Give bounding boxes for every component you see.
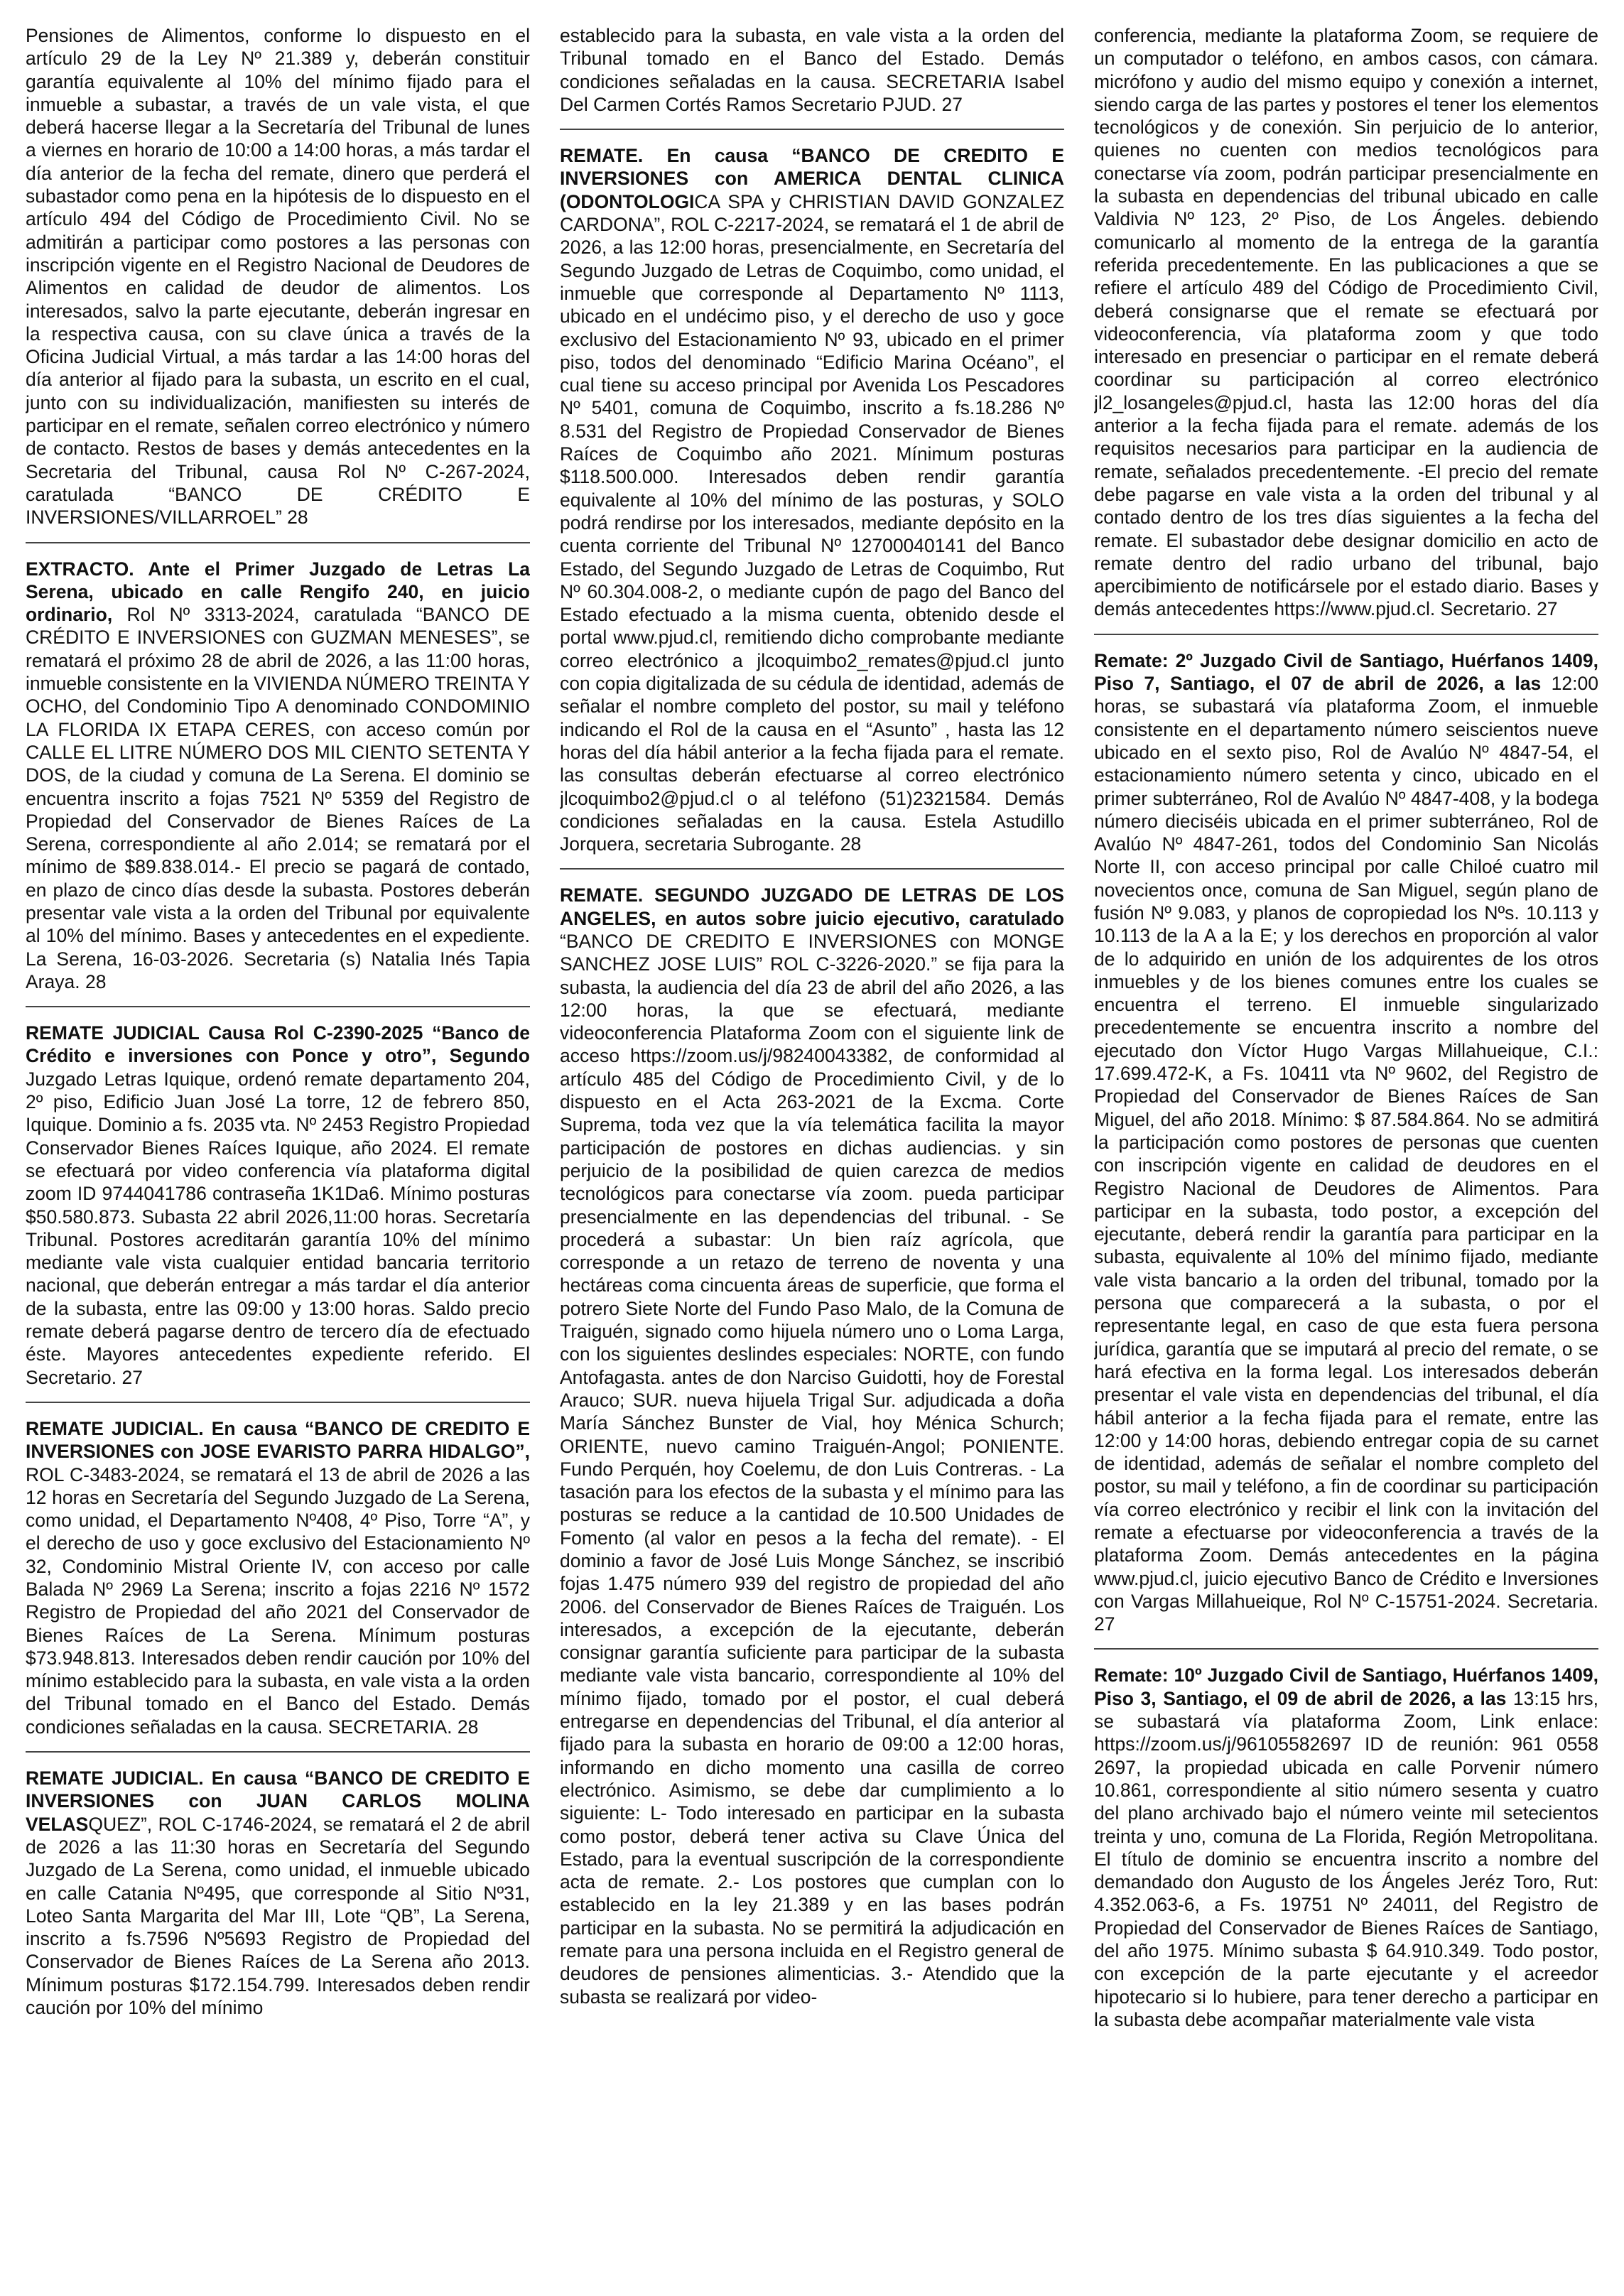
legal-notice <box>560 144 1064 855</box>
notice-heading: EXTRACTO. Ante el Primer Juzgado de Letras La Serena, ubicado en calle Rengifo 240, en juicio ordinario, <box>26 558 530 626</box>
notice-body: Juzgado Letras Iquique, ordenó remate departamento 204, 2º piso, Edificio Juan José La torre, 12 de febrero 850, Iquique. Dominio a fs. 2035 vta. Nº 2453 Registro Propiedad Conservador Bienes Raíces Iquique, año 2024. El remate se efectuará por video conferencia vía plataforma digital zoom ID 9744041786 contraseña 1K1Da6. Mínimo posturas $50.580.873. Subasta 22 abril 2026,11:00 horas. Secretaría Tribunal. Postores acreditarán garantía 10% del mínimo mediante vale vista cualquier entidad bancaria territorio nacional, que deberán entregar a más tardar el día anterior de la subasta, entre las 09:00 y 13:00 horas. Saldo precio remate deberá pagarse dentro de tercero día de efectuado éste. Mayores antecedentes expediente referido. El Secretario. 27 <box>26 1068 530 1388</box>
notice-body: QUEZ”, ROL C-1746-2024, se rematará el 2 de abril de 2026 a las 11:30 horas en Secretaría del Segundo Juzgado de La Serena, como unidad, el inmueble ubicado en calle Catania Nº495, que corresponde al Sitio Nº31, Loteo Santa Margarita del Mar III, Lote “QB”, La Serena, inscrito a fs.7596 Nº5693 Registro de Propiedad del Conservador de Bienes Raíces de La Serena año 2013. Mínimum posturas $172.154.799. Interesados deben rendir caución por 10% del mínimo <box>26 1813 530 2019</box>
notice-body: “BANCO DE CREDITO E INVERSIONES con MONGE SANCHEZ JOSE LUIS” ROL C-3226-2020.” se fija para la subasta, la audiencia del día 23 de abril del año 2026, a las 12:00 horas, la que se efectuará, mediante videoconferencia Plataforma Zoom con el siguiente link de acceso https://zoom.us/j/98240043382, de conformidad al artículo 485 del Código de Procedimiento Civil, y de lo dispuesto en el Acta 263-2021 de la Excma. Corte Suprema, toda vez que la vía telemática facilita la mayor participación de postores en dichas audiencias. y sin perjuicio de la posibilidad de quien carezca de medios tecnológicos para conectarse vía zoom. pueda participar presencialmente en las dependencias del tribunal. - Se procederá a subastar: Un bien raíz agrícola, que corresponde a un retazo de terreno de noventa y una hectáreas coma cincuenta áreas de superficie, que forma el potrero Siete Norte del Fundo Paso Malo, de la Comuna de Traiguén, signado como hijuela número uno o Loma Larga, con los siguientes deslindes especiales: NORTE, con fundo Antofagasta. antes de don Narciso Guidotti, hoy de Forestal Arauco; SUR. nueva hijuela Trigal Sur. adjudicada a doña María Sánchez Bunster de Vial, hoy Ménica Schurch; ORIENTE, nuevo camino Traiguén-Angol; PONIENTE. Fundo Perquén, hoy Coelemu, de don Luis Contreras. - La tasación para los efectos de la subasta y el mínimo para las posturas se reduce a la cantidad de 10.500 Unidades de Fomento (al valor en pesos a la fecha del remate). - El dominio a favor de José Luis Monge Sánchez, se inscribió fojas 1.475 número 939 del registro de propiedad del año 2006. del Conservador de Bienes Raíces de Traiguén. Los interesados, a excepción de la ejecutante, deberán consignar garantía suficiente para participar de la subasta mediante vale vista bancario, correspondiente al 10% del mínimo fijado, tomado por el postor, el cual deberá entregarse en dependencias del Tribunal, el día anterior al fijado para la subasta en horario de 09:00 a 12:00 horas, informando en dicho momento una casilla de correo electrónico. Asimismo, se debe dar cumplimiento a lo siguiente: L- Todo interesado en participar en la subasta como postor, deberá tener activa su Clave Única del Estado, para la eventual suscripción de la correspondiente acta de remate. 2.- Los postores que cumplan con lo establecido en la ley 21.389 y en las bases podrán participar en la subasta. No se permitirá la adjudicación en remate para una persona incluida en el Registro general de deudores de pensiones alimenticias. 3.- Atendido que la subasta se realizará por video- <box>560 930 1064 2008</box>
notice-divider <box>26 1751 530 1753</box>
notice-divider <box>560 868 1064 870</box>
legal-notice <box>26 1417 530 1738</box>
legal-notice <box>560 24 1064 116</box>
notice-divider <box>560 129 1064 130</box>
notice-body: 12:00 horas, se subastará vía plataforma Zoom, el inmueble consistente en el departamento número seiscientos nueve ubicado en el sexto piso, Rol de Avalúo Nº 4847-54, el estacionamiento número setenta y cinco, ubicado en el primer subterráneo, Rol de Avalúo Nº 4847-408, y la bodega número dieciséis ubicada en el primer subterráneo, Rol de Avalúo Nº 4847-261, todos del Condominio San Nicolás Norte II, con acceso principal por calle Chiloé cuatro mil novecientos once, comuna de San Miguel, según plano de fusión Nº 9.083, y planos de copropiedad los Nºs. 10.113 y 10.113 de la A a la E; y los derechos en proporción al valor de lo adquirido en unión de los adquirentes de los otros inmuebles y de los bienes comunes entre los cuales se encuentra el terreno. El inmueble singularizado precedentemente se encuentra inscrito a nombre del ejecutado don Víctor Hugo Vargas Millahueique, C.I.: 17.699.472-K, a Fs. 10411 vta Nº 9602, del Registro de Propiedad del Conservador de Bienes Raíces de San Miguel, del año 2018. Mínimo: $ 87.584.864. No se admitirá la participación como postores de personas que cuenten con inscripción vigente en calidad de deudores en el Registro Nacional de Deudores de Alimentos. Para participar en la subasta, todo postor, a excepción del ejecutante, deberá rendir la garantía para participar en la subasta, equivalente al 10% del mínimo fijado, mediante vale vista bancario a la orden del tribunal, tomado por la persona que comparecerá a la subasta, o por el representante legal, en caso de que esta fuera persona jurídica, garantía que se imputará al precio del remate, o se hará efectiva en la forma legal. Los interesados deberán presentar el vale vista en dependencias del tribunal, el día hábil anterior a la fecha fijada para el remate, entre las 12:00 y 14:00 horas, debiendo entregar copia de su carnet de identidad, además de señalar el nombre completo del postor, su mail y teléfono, a fin de coordinar su participación vía correo electrónico y recibir el link con la invitación del remate a efectuarse por videoconferencia a través de la plataforma Zoom. Demás antecedentes en la página www.pjud.cl, juicio ejecutivo Banco de Crédito e Inversiones con Vargas Millahueique, Rol Nº C-15751-2024. Secretaria. 27 <box>1094 673 1598 1635</box>
legal-notice <box>560 884 1064 2008</box>
notice-divider <box>26 1402 530 1403</box>
notice-body: establecido para la subasta, en vale vista a la orden del Tribunal tomado en el Banco del Estado. Demás condiciones señaladas en la causa. SECRETARIA Isabel Del Carmen Cortés Ramos Secretario PJUD. 27 <box>560 25 1064 115</box>
notice-divider <box>1094 634 1598 635</box>
legal-notice <box>26 24 530 529</box>
notice-body: ROL C-3483-2024, se rematará el 13 de abril de 2026 a las 12 horas en Secretaría del Segundo Juzgado de La Serena, como unidad, el Departamento Nº408, 4º Piso, Torre “A”, y el derecho de uso y goce exclusivo del Estacionamiento Nº 32, Condominio Mistral Oriente IV, con acceso por calle Balada Nº 2969 La Serena; inscrito a fojas 2216 Nº 1572 Registro de Propiedad del año 2021 del Conservador de Bienes Raíces de La Serena. Mínimum posturas $73.948.813. Interesados deben rendir caución por 10% del mínimo establecido para la subasta, en vale vista a la orden del Tribunal tomado en el Banco del Estado. Demás condiciones señaladas en la causa. SECRETARIA. 28 <box>26 1463 530 1738</box>
notice-heading: REMATE JUDICIAL. En causa “BANCO DE CREDITO E INVERSIONES con JOSE EVARISTO PARRA HIDALGO”, <box>26 1417 530 1463</box>
legal-notice <box>26 558 530 994</box>
column-2 <box>560 24 1064 2276</box>
column-1 <box>26 24 530 2276</box>
notice-divider <box>26 542 530 543</box>
notice-body: Rol Nº 3313-2024, caratulada “BANCO DE CRÉDITO E INVERSIONES con GUZMAN MENESES”, se rematará el próximo 28 de abril de 2026, a las 11:00 horas, inmueble consistente en la VIVIENDA NÚMERO TREINTA Y OCHO, del Condominio Tipo A denominado CONDOMINIO LA FLORIDA IX ETAPA CERES, con acceso común por CALLE EL LITRE NÚMERO DOS MIL CIENTO SETENTA Y DOS, de la ciudad y comuna de La Serena. El dominio se encuentra inscrito a fojas 7521 Nº 5359 del Registro de Propiedad del Conservador de Bienes Raíces de La Serena, correspondiente al año 2.014; se rematará por el mínimo de $89.838.014.- El precio se pagará de contado, en plazo de cinco días desde la subasta. Postores deberán presentar vale vista a la orden del Tribunal por equivalente al 10% del mínimo. Bases y antecedentes en el expediente. La Serena, 16-03-2026. Secretaria (s) Natalia Inés Tapia Araya. 28 <box>26 604 530 992</box>
legal-notice <box>1094 24 1598 621</box>
legal-notice <box>1094 649 1598 1636</box>
legal-notice <box>26 1767 530 2019</box>
notice-heading: REMATE JUDICIAL. En causa “BANCO DE CREDITO E INVERSIONES con JUAN CARLOS MOLINA VELAS <box>26 1767 530 1835</box>
column-3 <box>1094 24 1598 2276</box>
notice-heading: REMATE. SEGUNDO JUZGADO DE LETRAS DE LOS ANGELES, en autos sobre juicio ejecutivo, caratulado <box>560 884 1064 929</box>
newspaper-page <box>26 24 1598 2276</box>
notice-heading: REMATE. En causa “BANCO DE CREDITO E INVERSIONES con AMERICA DENTAL CLINICA (ODONTOLOGI <box>560 145 1064 212</box>
legal-notice <box>1094 1664 1598 2031</box>
notice-heading: Remate: 2º Juzgado Civil de Santiago, Huérfanos 1409, Piso 7, Santiago, el 07 de abril de 2026, a las <box>1094 649 1598 695</box>
notice-heading: Remate: 10º Juzgado Civil de Santiago, Huérfanos 1409, Piso 3, Santiago, el 09 de abril de 2026, a las <box>1094 1664 1598 1709</box>
notice-body: CA SPA y CHRISTIAN DAVID GONZALEZ CARDONA”, ROL C-2217-2024, se rematará el 1 de abril de 2026, a las 12:00 horas, presencialmente, en Secretaría del Segundo Juzgado de Letras de Coquimbo, como unidad, el inmueble que corresponde al Departamento Nº 1113, ubicado en el undécimo piso, y el derecho de uso y goce exclusivo del Estacionamiento Nº 93, ubicado en el primer piso, todos del denominado “Edificio Marina Océano”, el cual tiene su acceso principal por Avenida Los Pescadores Nº 5401, comuna de Coquimbo, inscrito a fs.18.286 Nº 8.531 del Registro de Propiedad Conservador de Bienes Raíces de Coquimbo año 2021. Mínimum posturas $118.500.000. Interesados deben rendir garantía equivalente al 10% del mínimo de las posturas, y SOLO podrá rendirse por los interesados, mediante depósito en la cuenta corriente del Tribunal Nº 12700040141 del Banco Estado, del Segundo Juzgado de Letras de Coquimbo, Rut Nº 60.304.008-2, o mediante cupón de pago del Banco del Estado efectuado a la misma cuenta, obtenido desde el portal www.pjud.cl, remitiendo dicho comprobante mediante correo electrónico a jlcoquimbo2_remates@pjud.cl junto con copia digitalizada de su cédula de identidad, además de señalar el nombre completo del postor, su mail y teléfono indicando el Rol de la causa en el “Asunto” , hasta las 12 horas del día hábil anterior a la fecha fijada para el remate. las consultas deberán efectuarse al correo electrónico jlcoquimbo2@pjud.cl o al teléfono (51)2321584. Demás condiciones señaladas en la causa. Estela Astudillo Jorquera, secretaria Subrogante. 28 <box>560 190 1064 855</box>
legal-notice <box>26 1022 530 1389</box>
notice-body: 13:15 hrs, se subastará vía plataforma Zoom, Link enlace: https://zoom.us/j/96105582697 ID de reunión: 961 0558 2697, la propiedad ubicada en calle Porvenir número 10.861, correspondiente al sitio número sesenta y cuatro del plano archivado bajo el número veinte mil setecientos treinta y uno, comuna de La Florida, Región Metropolitana. El título de dominio se encuentra inscrito a nombre del demandado don Augusto de los Ángeles Jeréz Toro, Rut: 4.352.063-6, a Fs. 19751 Nº 24011, del Registro de Propiedad del Conservador de Bienes Raíces de Santiago, del año 1975. Mínimo subasta $ 64.910.349. Todo postor, con excepción de la parte ejecutante y el acreedor hipotecario si lo hubiere, para tener derecho a participar en la subasta debe acompañar materialmente vale vista <box>1094 1687 1598 2030</box>
notice-divider <box>1094 1648 1598 1650</box>
notice-divider <box>26 1006 530 1007</box>
notice-body: conferencia, mediante la plataforma Zoom, se requiere de un computador o teléfono, en ambos casos, con cámara. micrófono y audio del mismo equipo y conexión a internet, siendo carga de las partes y postores el tener los elementos tecnológicos y de conexión. Sin perjuicio de lo anterior, quienes no cuenten con medios tecnológicos para conectarse vía zoom, podrán participar presencialmente en la subasta en dependencias del tribunal ubicado en calle Valdivia Nº 123, 2º Piso, de Los Ángeles. debiendo comunicarlo al momento de la entrega de la garantía referida precedentemente. En las publicaciones a que se refiere el artículo 489 del Código de Procedimiento Civil, deberá consignarse que el remate se efectuará por videoconferencia, vía plataforma zoom y que todo interesado en presenciar o participar en el remate deberá coordinar su participación al correo electrónico jl2_losangeles@pjud.cl, hasta las 12:00 horas del día anterior a la fecha fijada para el remate. además de los requisitos necesarios para participar en la audiencia de remate, señalados precedentemente. -El precio del remate debe pagarse en vale vista a la orden del tribunal y al contado dentro de los tres días siguientes a la fecha del remate. El subastador debe designar domicilio en acto de remate dentro del radio urbano del tribunal, bajo apercibimiento de notificársele por el estado diario. Bases y demás antecedentes https://www.pjud.cl. Secretario. 27 <box>1094 25 1598 620</box>
notice-body: Pensiones de Alimentos, conforme lo dispuesto en el artículo 29 de la Ley Nº 21.389 y, deberán constituir garantía equivalente al 10% del mínimo fijado para el inmueble a subastar, a través de un vale vista, el que deberá hacerse llegar a la Secretaría del Tribunal de lunes a viernes en horario de 10:00 a 14:00 horas, a más tardar el día anterior de la fecha del remate, dinero que perderá el subastador como pena en la hipótesis de lo dispuesto en el artículo 494 del Código de Procedimiento Civil. No se admitirán a participar como postores a las personas con inscripción vigente en el Registro Nacional de Deudores de Alimentos en calidad de deudor de alimentos. Los interesados, salvo la parte ejecutante, deberán ingresar en la respectiva causa, con su clave única a través de la Oficina Judicial Virtual, a más tardar a las 14:00 horas del día anterior al fijado para la subasta, un escrito en el cual, junto con su individualización, manifiesten su interés de participar en el remate, señalen correo electrónico y número de contacto. Restos de bases y demás antecedentes en la Secretaria del Tribunal, causa Rol Nº C-267-2024, caratulada “BANCO DE CRÉDITO E INVERSIONES/VILLARROEL” 28 <box>26 25 530 529</box>
notice-heading: REMATE JUDICIAL Causa Rol C-2390-2025 “Banco de Crédito e inversiones con Ponce y otro”, Segundo <box>26 1022 530 1067</box>
